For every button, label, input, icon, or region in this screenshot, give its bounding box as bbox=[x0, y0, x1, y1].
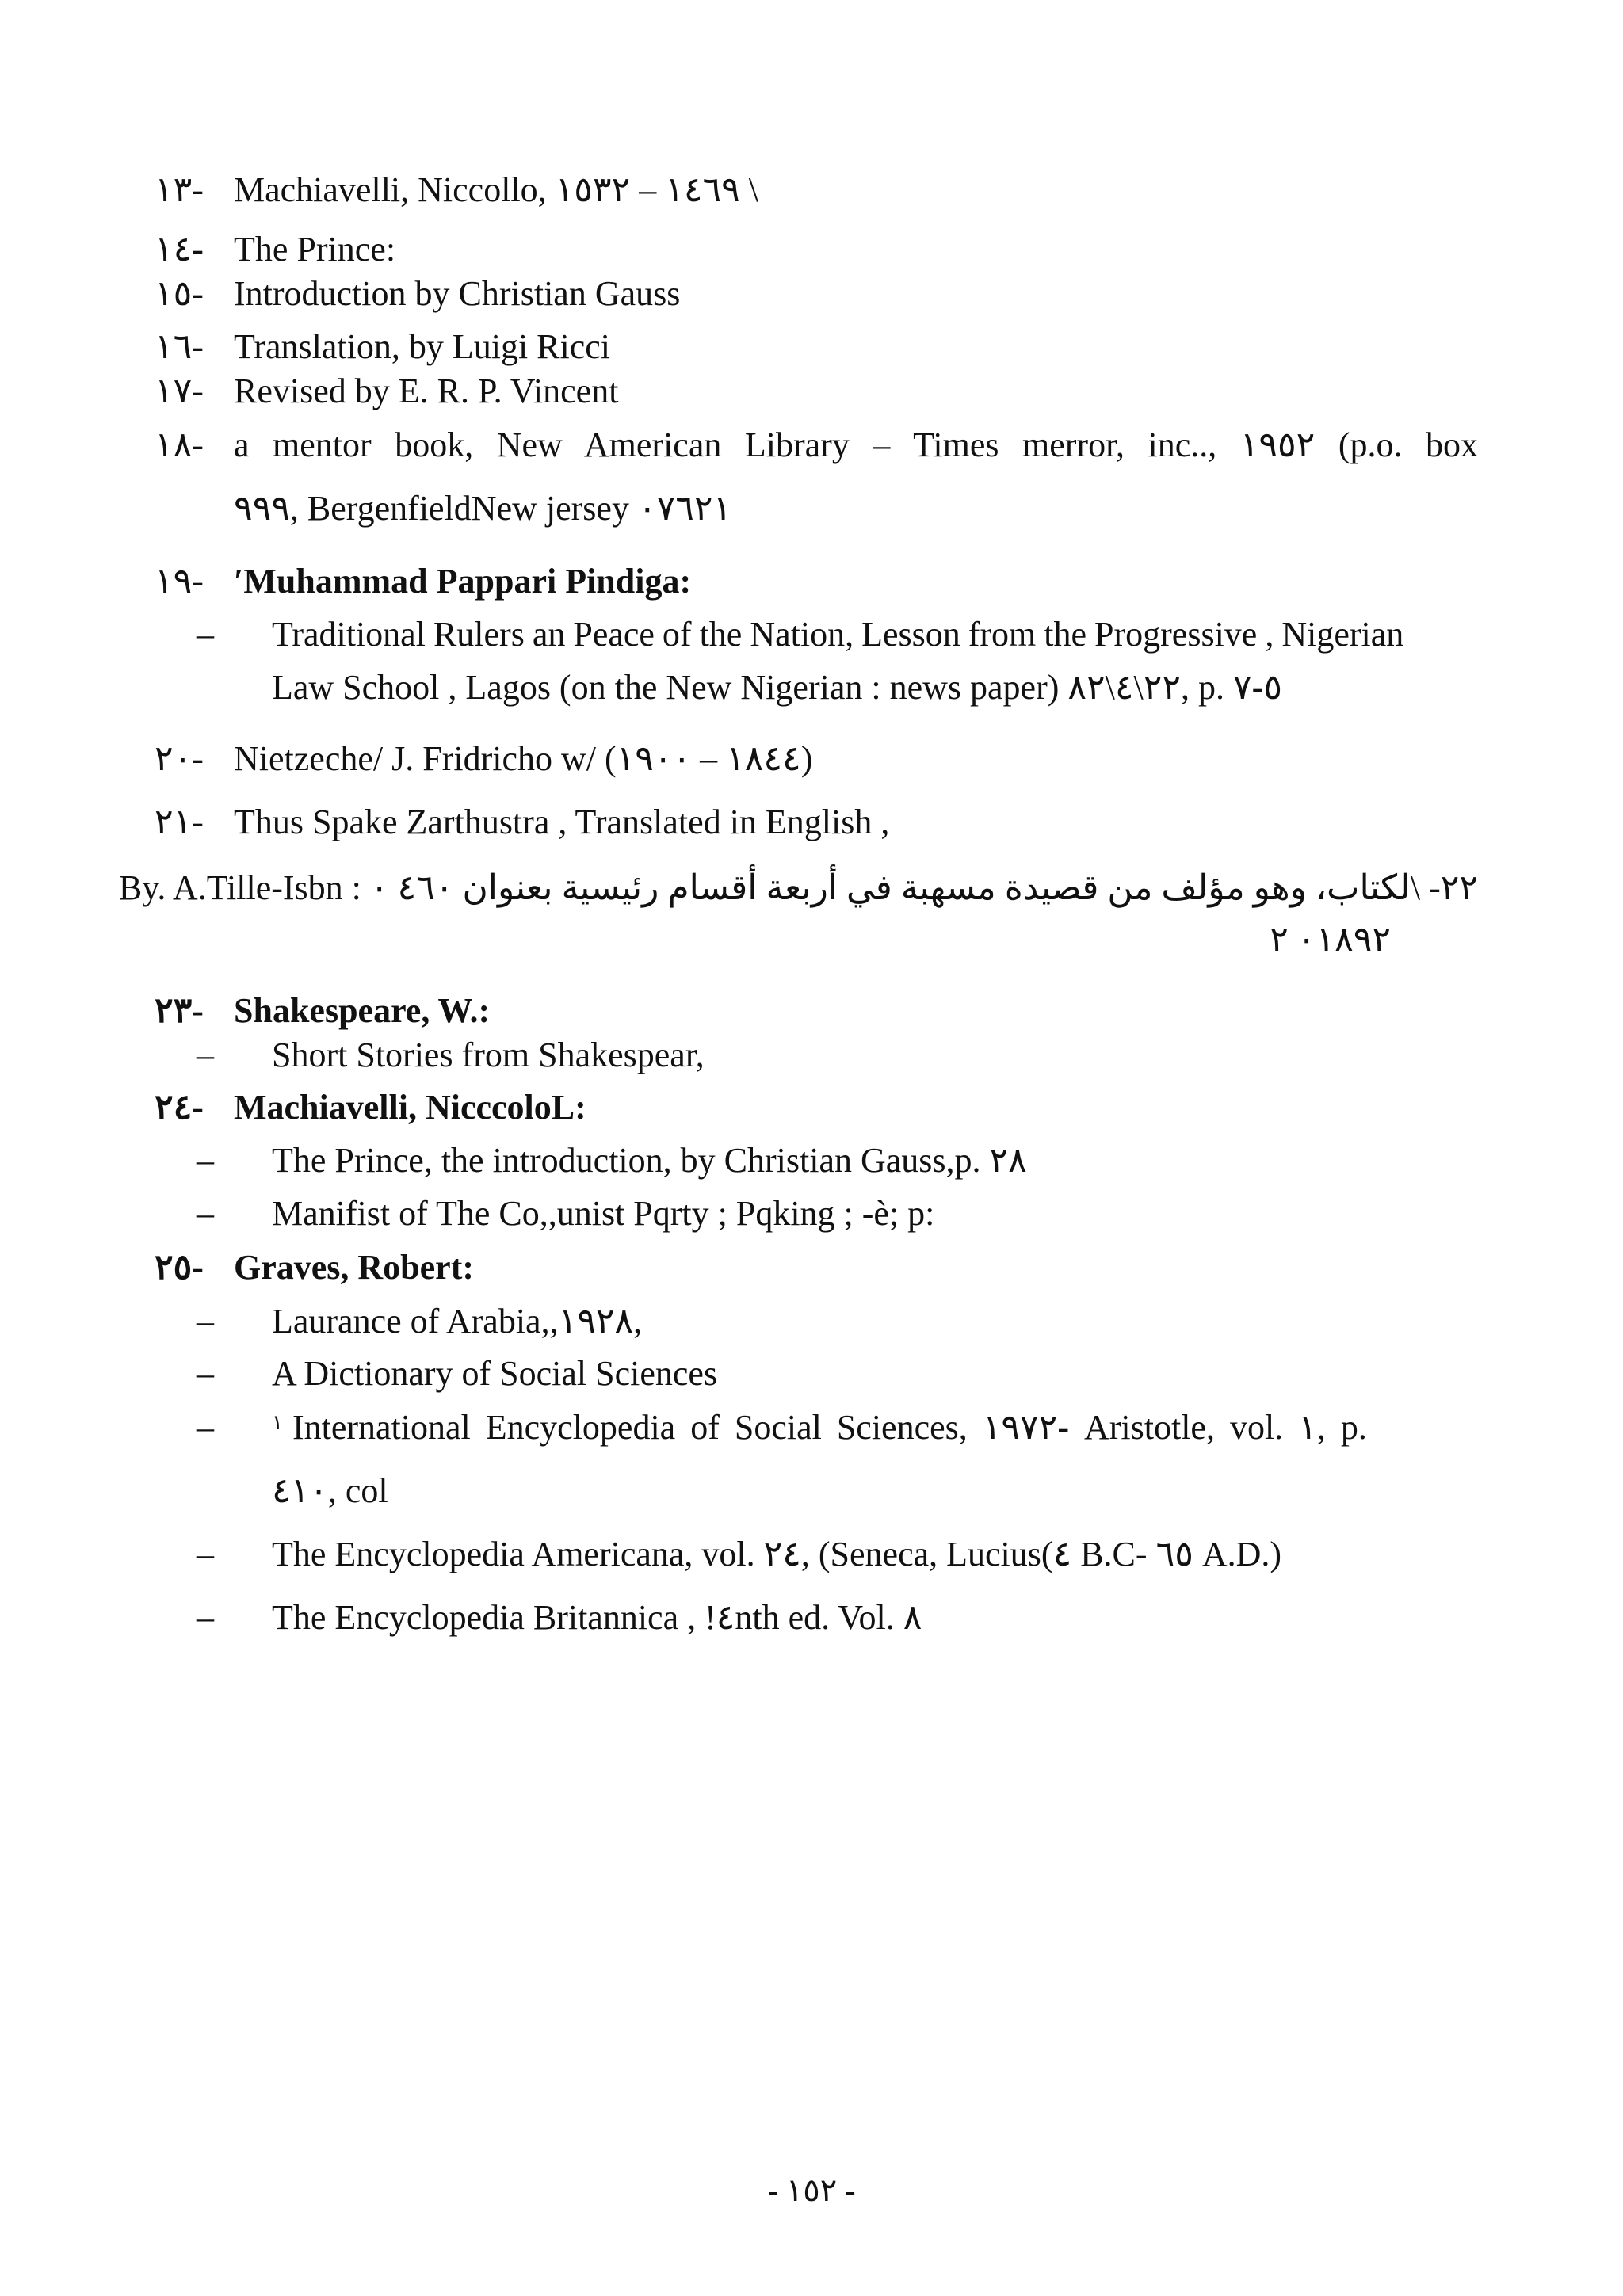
entry-number: ٢٠- bbox=[155, 739, 204, 778]
list-dash: – bbox=[197, 1598, 214, 1637]
entry-24 bbox=[155, 1085, 1478, 1130]
entry-22-arabic-line: ٢٢- \لكتاب، وهو مؤلف من قصيدة مسهبة في أربعة أقسام رئيسية بعنوان ٤٦٠ ٠ : By. A.Tille-Isbn bbox=[118, 868, 1478, 907]
entry-text: Shakespeare, W.: bbox=[234, 991, 491, 1030]
entry-25-sub-5 bbox=[197, 1596, 922, 1640]
entry-25-sub-2 bbox=[197, 1352, 717, 1396]
entry-18 bbox=[155, 423, 1478, 467]
entry-25-sub-3-continuation: ٤١٠, col bbox=[272, 1471, 388, 1510]
entry-25-sub-4 bbox=[197, 1532, 1281, 1577]
entry-text: Translation, by Luigi Ricci bbox=[234, 327, 611, 366]
entry-23-sub-1 bbox=[197, 1033, 705, 1077]
list-dash: – bbox=[197, 1302, 214, 1341]
list-dash: – bbox=[197, 1408, 214, 1447]
sub-text: The Prince, the introduction, by Christian Gauss,p. ٢٨ bbox=[272, 1141, 1027, 1180]
list-dash: – bbox=[197, 615, 214, 654]
entry-23 bbox=[155, 989, 1478, 1033]
entry-13 bbox=[155, 168, 1478, 212]
entry-21 bbox=[155, 800, 1478, 845]
entry-number: ١٨- bbox=[155, 425, 204, 464]
entry-24-sub-1 bbox=[197, 1138, 1027, 1183]
entry-number: ١٧- bbox=[155, 372, 204, 410]
entry-number: ١٤- bbox=[155, 230, 204, 269]
sub-text: The Encyclopedia Americana, vol. ٢٤, (Seneca, Lucius(٤ B.C- ٦٥ A.D.) bbox=[272, 1535, 1282, 1573]
entry-18-continuation: ٩٩٩, BergenfieldNew jersey ٠٧٦٢١ bbox=[234, 489, 732, 528]
entry-19-sub-continuation: Law School , Lagos (on the New Nigerian : news paper) ٢٢\٤\٨٢, p. ٥-٧ bbox=[272, 668, 1282, 707]
sub-text: Laurance of Arabia,,١٩٢٨, bbox=[272, 1302, 643, 1341]
entry-25-sub-3 bbox=[197, 1405, 1478, 1450]
entry-text: ʹMuhammad Pappari Pindiga: bbox=[234, 562, 692, 601]
entry-text: Graves, Robert: bbox=[234, 1248, 475, 1287]
page-number: - ١٥٢ - bbox=[767, 2172, 856, 2208]
sub-text: The Encyclopedia Britannica , !٤nth ed. Vol. ٨ bbox=[272, 1598, 922, 1637]
entry-text: Thus Spake Zarthustra , Translated in English , bbox=[234, 803, 890, 841]
entry-text: Revised by E. R. P. Vincent bbox=[234, 372, 619, 410]
entry-19-sub bbox=[197, 612, 1478, 657]
list-dash: – bbox=[197, 1035, 214, 1074]
entry-text: Nietzeche/ J. Fridricho w/ (١٨٤٤ – ١٩٠٠) bbox=[234, 739, 813, 778]
entry-number: ١٦- bbox=[155, 327, 204, 366]
sub-text: A Dictionary of Social Sciences bbox=[272, 1354, 718, 1393]
list-dash: – bbox=[197, 1354, 214, 1393]
entry-number: ٢١- bbox=[155, 803, 204, 841]
entry-25-sub-1 bbox=[197, 1299, 642, 1344]
entry-text: Machiavelli, Niccollo, ١٤٦٩ – ١٥٣٢ \ bbox=[234, 170, 758, 209]
entry-number: ٢٣- bbox=[155, 991, 204, 1030]
entry-number: ٢٥- bbox=[155, 1248, 204, 1287]
list-dash: – bbox=[197, 1535, 214, 1573]
entry-text: Machiavelli, NicccoloL: bbox=[234, 1088, 586, 1127]
entry-15 bbox=[155, 272, 1478, 316]
entry-25 bbox=[155, 1245, 1478, 1290]
list-dash: – bbox=[197, 1141, 214, 1180]
sub-text: Traditional Rulers an Peace of the Nation, Lesson from the Progressive , Nigerian bbox=[272, 615, 1404, 654]
entry-number: ٢٤- bbox=[155, 1088, 204, 1127]
entry-24-sub-2 bbox=[197, 1192, 934, 1236]
entry-text: a mentor book, New American Library – Times merror, inc.., ١٩٥٢ (p.o. box bbox=[234, 425, 1478, 464]
entry-number: ١٥- bbox=[155, 274, 204, 313]
sub-text: Manifist of The Co,,unist Pqrty ; Pqking ; -è; p: bbox=[272, 1194, 935, 1233]
entry-14 bbox=[155, 227, 1478, 272]
entry-22-arabic-line-2: ٠١٨٩٢ ٢ bbox=[1270, 920, 1391, 959]
entry-17 bbox=[155, 369, 1478, 414]
sub-text: Short Stories from Shakespear, bbox=[272, 1035, 705, 1074]
sub-text: International Encyclopedia of Social Sciences, ١٩٧٢- Aristotle, vol. ١, p. bbox=[292, 1408, 1367, 1447]
entry-20 bbox=[155, 737, 1478, 781]
entry-number: ١٣- bbox=[155, 170, 204, 209]
entry-text: The Prince: bbox=[234, 230, 396, 269]
entry-16 bbox=[155, 325, 1478, 369]
list-dash: – bbox=[197, 1194, 214, 1233]
entry-text: Introduction by Christian Gauss bbox=[234, 274, 681, 313]
entry-number: ١٩- bbox=[155, 562, 204, 601]
footnote-marker: ١ bbox=[272, 1411, 283, 1434]
entry-19 bbox=[155, 559, 1478, 604]
